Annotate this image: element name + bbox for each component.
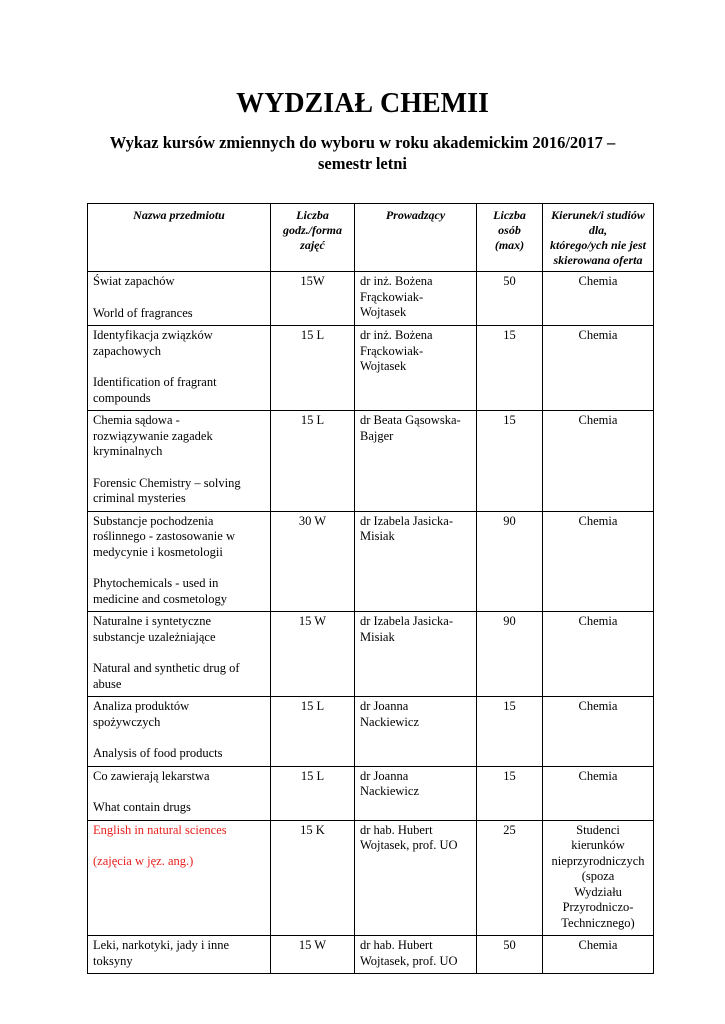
table-body [88,272,654,974]
header-hours [271,204,355,272]
direction-line: Chemia [578,614,618,628]
direction-cell [543,511,654,612]
direction-cell [543,612,654,697]
max-count-cell: 15 [477,326,543,411]
teacher-cell [355,326,477,411]
course-name-pl [93,938,265,969]
table-row [88,272,654,326]
teacher-line: dr Izabela Jasicka- [360,513,453,528]
course-name-pl [93,274,265,290]
page-subtitle [60,132,665,174]
course-name-cell [88,820,271,936]
course-name-pl [93,823,265,839]
course-name-en [93,661,265,692]
table-row [88,820,654,936]
teacher-line: Bajger [360,428,394,443]
header-direction [543,204,654,272]
max-count-cell: 15 [477,411,543,512]
header-hours-line: Liczba [296,208,329,222]
teacher-line: Misiak [360,629,395,644]
direction-cell [543,936,654,974]
course-name-en-line: Natural and synthetic drug of [93,661,240,675]
table-row [88,697,654,767]
hours-form-cell: 15 W [271,936,355,974]
page-title: WYDZIAŁ CHEMII [236,88,489,119]
direction-line: Chemia [578,768,618,783]
courses-table [87,203,654,974]
course-name-pl-line: Identyfikacja związków [93,328,213,342]
course-name-pl [93,514,265,561]
course-name-en [93,800,265,816]
teacher-line: Frąckowiak- [360,289,424,304]
course-name-pl-line: Naturalne i syntetyczne [93,614,212,628]
teacher-cell [355,936,477,974]
course-name-pl-line: Chemia sądowa - [93,413,180,427]
course-name-pl-line: substancje uzależniające [93,629,216,644]
course-name-en [93,306,265,322]
direction-cell [543,697,654,767]
course-name-pl-line: Leki, narkotyki, jady i inne [93,938,230,952]
max-count-cell: 90 [477,511,543,612]
course-name-pl-line: kryminalnych [93,444,163,458]
teacher-cell [355,697,477,767]
direction-cell [543,820,654,936]
teacher-line: Wojtasek, prof. UO [360,953,458,968]
course-name-pl-line: toksyny [93,953,133,968]
header-teacher: Prowadzący [355,204,477,272]
max-count-cell: 25 [477,820,543,936]
max-count-cell: 50 [477,936,543,974]
teacher-cell [355,766,477,820]
course-name-pl-line: English in natural sciences [93,822,227,837]
course-name-en [93,854,265,870]
table-row [88,612,654,697]
hours-form-cell: 15W [271,272,355,326]
hours-form-cell: 15 L [271,697,355,767]
direction-cell [543,411,654,512]
teacher-line: Frąckowiak- [360,343,424,358]
course-name-pl-line: medycynie i kosmetologii [93,544,223,559]
course-name-pl-line: spożywczych [93,714,161,729]
course-name-en-line: (zajęcia w jęz. ang.) [93,854,194,868]
teacher-line: dr Izabela Jasicka- [360,614,453,628]
hours-form-cell: 30 W [271,511,355,612]
table-row [88,936,654,974]
hours-form-cell: 15 L [271,766,355,820]
teacher-line: dr Joanna [360,699,409,713]
max-count-cell: 15 [477,766,543,820]
teacher-line: Nackiewicz [360,784,419,798]
table-row [88,411,654,512]
course-name-en-line: Phytochemicals - used in [93,576,219,590]
course-name-en-line: World of fragrances [93,305,193,320]
header-count-line: osób [498,223,521,237]
course-name-pl-line: Analiza produktów [93,699,190,713]
direction-line: Chemia [578,938,618,952]
course-name-pl-line: Substancje pochodzenia [93,513,214,528]
hours-form-cell: 15 W [271,612,355,697]
course-name-en [93,375,265,406]
course-name-pl [93,413,265,460]
course-name-pl-line: Świat zapachów [93,274,175,288]
subtitle-line-2: semestr letni [317,154,408,173]
course-name-cell [88,272,271,326]
teacher-line: Wojtasek [360,305,407,319]
header-hours-line: zajęć [300,238,325,252]
course-name-cell [88,936,271,974]
course-name-en [93,746,265,762]
teacher-line: dr Joanna [360,768,409,783]
teacher-line: Nackiewicz [360,714,419,729]
direction-line: Chemia [578,413,618,427]
course-name-en-line: medicine and cosmetology [93,591,227,606]
course-name-en-line: What contain drugs [93,800,191,814]
course-name-pl [93,328,265,359]
course-name-cell [88,612,271,697]
teacher-cell [355,511,477,612]
teacher-line: Wojtasek [360,359,407,373]
course-name-cell [88,511,271,612]
hours-form-cell: 15 L [271,326,355,411]
direction-cell [543,766,654,820]
direction-line: Chemia [578,274,618,288]
table-header-row [88,204,654,272]
header-hours-line: godz./forma [282,223,342,237]
teacher-cell [355,411,477,512]
course-name-pl [93,699,265,730]
teacher-cell [355,612,477,697]
header-count [477,204,543,272]
max-count-cell: 15 [477,697,543,767]
direction-line: Wydziału Przyrodniczo- [562,884,634,914]
direction-line: Chemia [578,513,618,528]
course-name-cell [88,766,271,820]
course-name-pl-line: Co zawierają lekarstwa [93,768,210,783]
teacher-line: dr inż. Bożena [360,328,433,342]
teacher-line: dr hab. Hubert [360,822,433,837]
direction-line: Chemia [578,699,618,713]
max-count-cell: 90 [477,612,543,697]
course-name-en-line: Forensic Chemistry – solving [93,475,241,490]
course-name-en [93,576,265,607]
direction-line: Studenci kierunków [571,822,625,852]
course-name-en-line: criminal mysteries [93,491,186,505]
course-name-pl-line: rozwiązywanie zagadek [93,428,213,443]
course-name-pl [93,769,265,785]
course-name-en-line: compounds [93,390,151,405]
teacher-cell [355,820,477,936]
table-row [88,766,654,820]
max-count-cell: 50 [477,272,543,326]
course-name-pl-line: roślinnego - zastosowanie w [93,529,235,543]
table-row [88,326,654,411]
header-direction-line: Kierunek/i studiów dla, [551,208,645,237]
header-course-name: Nazwa przedmiotu [88,204,271,272]
direction-line: Technicznego) [561,915,635,930]
direction-cell [543,272,654,326]
direction-line: nieprzyrodniczych (spoza [551,853,645,883]
course-name-en [93,476,265,507]
header-count-line: (max) [494,238,525,252]
header-direction-line: skierowana oferta [553,253,643,267]
course-name-cell [88,697,271,767]
teacher-cell [355,272,477,326]
teacher-line: Misiak [360,529,395,543]
table-row [88,511,654,612]
direction-line: Chemia [578,328,618,342]
hours-form-cell: 15 L [271,411,355,512]
teacher-line: dr hab. Hubert [360,938,433,952]
course-name-en-line: Identification of fragrant [93,375,217,389]
course-name-en-line: abuse [93,676,122,691]
course-name-cell [88,326,271,411]
direction-cell [543,326,654,411]
teacher-line: Wojtasek, prof. UO [360,838,458,852]
teacher-line: dr Beata Gąsowska- [360,413,461,427]
course-name-pl [93,614,265,645]
course-name-pl-line: zapachowych [93,343,162,358]
subtitle-line-1: Wykaz kursów zmiennych do wyboru w roku akademickim 2016/2017 – [109,133,616,152]
header-direction-line: którego/ych nie jest [550,238,646,252]
course-name-en-line: Analysis of food products [93,746,223,760]
hours-form-cell: 15 K [271,820,355,936]
header-count-line: Liczba [493,208,526,222]
teacher-line: dr inż. Bożena [360,274,433,288]
course-name-cell [88,411,271,512]
